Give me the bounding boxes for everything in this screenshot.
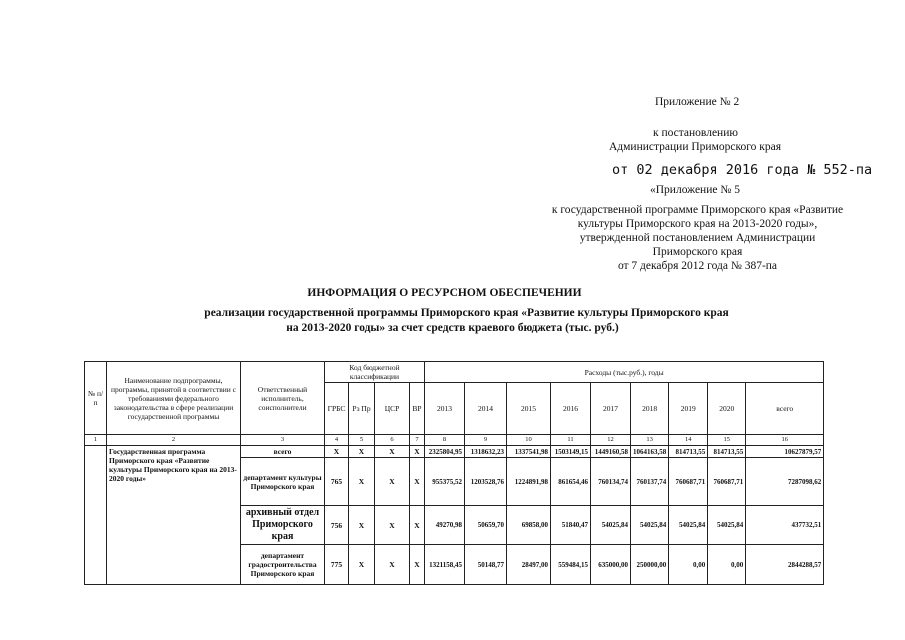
grbs-cell: 775	[325, 545, 349, 585]
value-cell: 0,00	[708, 545, 746, 585]
to-decree-label: к постановлению	[653, 127, 738, 139]
col-number: 4	[325, 435, 349, 446]
header-rzpr: Рз Пр	[349, 383, 375, 435]
value-cell: 760687,71	[708, 458, 746, 506]
row-number-cell	[85, 446, 107, 585]
col-number: 9	[465, 435, 507, 446]
program-line: от 7 декабря 2012 года № 387-па	[617, 260, 778, 272]
header-grbs: ГРБС	[325, 383, 349, 435]
col-number: 10	[507, 435, 551, 446]
value-cell: 50148,77	[465, 545, 507, 585]
col-number: 1	[85, 435, 107, 446]
header-responsible: Ответственный исполнитель, соисполнители	[241, 362, 325, 435]
header-year: 2016	[551, 383, 591, 435]
header-year: 2014	[465, 383, 507, 435]
value-cell: 28497,00	[507, 545, 551, 585]
responsible-cell: архивный отдел Приморского края	[241, 506, 325, 545]
value-cell: 760687,71	[669, 458, 708, 506]
vr-cell: X	[410, 458, 425, 506]
value-cell: 69858,00	[507, 506, 551, 545]
header-year: 2017	[591, 383, 631, 435]
document-title: ИНФОРМАЦИЯ О РЕСУРСНОМ ОБЕСПЕЧЕНИИ	[307, 287, 582, 299]
header-year: 2013	[425, 383, 465, 435]
csr-cell: X	[375, 545, 410, 585]
value-cell: 814713,55	[708, 446, 746, 458]
rzpr-cell: X	[349, 458, 375, 506]
csr-cell: X	[375, 446, 410, 458]
value-cell: 760134,74	[591, 458, 631, 506]
header-budget-code: Код бюджетной классификации	[325, 362, 425, 383]
value-cell: 54025,84	[669, 506, 708, 545]
value-cell: 1203528,76	[465, 458, 507, 506]
column-number-row	[85, 435, 824, 446]
vr-cell: X	[410, 506, 425, 545]
vr-cell: X	[410, 446, 425, 458]
col-number: 12	[591, 435, 631, 446]
value-cell: 635000,00	[591, 545, 631, 585]
rzpr-cell: X	[349, 506, 375, 545]
value-cell: 861654,46	[551, 458, 591, 506]
header-vr: ВР	[410, 383, 425, 435]
program-line: к государственной программе Приморского края «Развитие	[551, 204, 844, 216]
program-name-cell: Государственная программа Приморского края «Развитие культуры Приморского края на 2013-2020 годы»	[107, 446, 241, 585]
administration-label: Администрации Приморского края	[609, 141, 781, 153]
document-subtitle-line1: реализации государственной программы Приморского края «Развитие культуры Приморского края	[204, 307, 729, 319]
program-line: культуры Приморского края на 2013-2020 годы»,	[577, 218, 818, 230]
col-number: 8	[425, 435, 465, 446]
value-cell: 2325804,95	[425, 446, 465, 458]
col-number: 2	[107, 435, 241, 446]
rzpr-cell: X	[349, 446, 375, 458]
program-line: утвержденной постановлением Администрации	[579, 232, 816, 244]
col-number: 16	[746, 435, 824, 446]
header-year: 2020	[708, 383, 746, 435]
rzpr-cell: X	[349, 545, 375, 585]
value-cell: 51840,47	[551, 506, 591, 545]
appendix-5-label: «Приложение № 5	[650, 184, 740, 196]
header-expenses: Расходы (тыс.руб.), годы	[425, 362, 824, 383]
program-reference	[520, 203, 875, 273]
value-cell: 49270,98	[425, 506, 465, 545]
header-num: № п/п	[85, 362, 107, 435]
header-year: 2015	[507, 383, 551, 435]
vr-cell: X	[410, 545, 425, 585]
header-year: 2019	[669, 383, 708, 435]
col-number: 15	[708, 435, 746, 446]
grbs-cell: 756	[325, 506, 349, 545]
document-subtitle-line2: на 2013-2020 годы» за счет средств краевого бюджета (тыс. руб.)	[286, 322, 619, 334]
col-number: 3	[241, 435, 325, 446]
value-cell: 955375,52	[425, 458, 465, 506]
responsible-cell: департамент культуры Приморского края	[241, 458, 325, 506]
value-cell: 1503149,15	[551, 446, 591, 458]
value-cell: 1337541,98	[507, 446, 551, 458]
value-cell: 760137,74	[631, 458, 669, 506]
total-cell: 10627879,57	[746, 446, 824, 458]
csr-cell: X	[375, 506, 410, 545]
total-cell: 7287098,62	[746, 458, 824, 506]
responsible-cell: всего	[241, 446, 325, 458]
csr-cell: X	[375, 458, 410, 506]
header-name: Наименование подпрограммы, программы, принятой в соответствии с требованиями федерального законодательства в сфере реализации государственной программы	[107, 362, 241, 435]
value-cell: 54025,84	[591, 506, 631, 545]
grbs-cell: X	[325, 446, 349, 458]
col-number: 13	[631, 435, 669, 446]
value-cell: 1064163,58	[631, 446, 669, 458]
value-cell: 814713,55	[669, 446, 708, 458]
value-cell: 54025,84	[708, 506, 746, 545]
value-cell: 1224891,98	[507, 458, 551, 506]
header-csr: ЦСР	[375, 383, 410, 435]
col-number: 14	[669, 435, 708, 446]
col-number: 11	[551, 435, 591, 446]
header-total: всего	[746, 383, 824, 435]
value-cell: 1321158,45	[425, 545, 465, 585]
header-year: 2018	[631, 383, 669, 435]
responsible-cell: департамент градостроительства Приморского края	[241, 545, 325, 585]
program-line: Приморского края	[652, 246, 743, 258]
grbs-cell: 765	[325, 458, 349, 506]
col-number: 7	[410, 435, 425, 446]
value-cell: 1318632,23	[465, 446, 507, 458]
decree-date-line: от 02 декабря 2016 года № 552-па	[612, 162, 873, 178]
table-row	[85, 446, 824, 458]
value-cell: 559484,15	[551, 545, 591, 585]
total-cell: 2844288,57	[746, 545, 824, 585]
col-number: 6	[375, 435, 410, 446]
value-cell: 1449160,58	[591, 446, 631, 458]
col-number: 5	[349, 435, 375, 446]
resource-table	[84, 361, 824, 585]
value-cell: 0,00	[669, 545, 708, 585]
appendix-number: Приложение № 2	[655, 96, 740, 108]
total-cell: 437732,51	[746, 506, 824, 545]
value-cell: 54025,84	[631, 506, 669, 545]
value-cell: 50659,70	[465, 506, 507, 545]
value-cell: 250000,00	[631, 545, 669, 585]
